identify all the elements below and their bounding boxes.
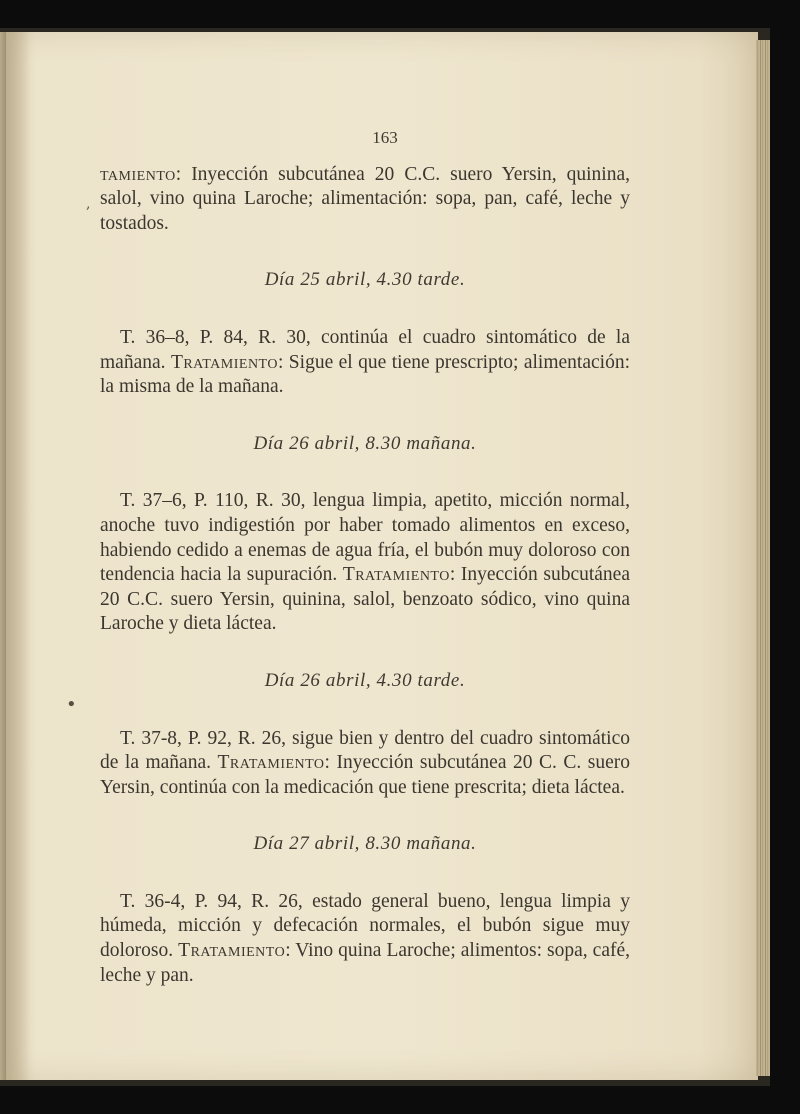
treatment-text: : Inyección subcutánea 20 C. C. suero Yersin, continúa con la medicación que tiene prescrita; dieta láctea. [100,752,630,798]
entry-paragraph [100,727,630,801]
entry-heading: Día 25 abril, 4.30 tarde. [264,269,466,291]
entry-paragraph [100,890,630,988]
vitals-text: T. 37-8, P. 92, R. 26, sigue bien y dentro del cuadro sintomático de la mañana. [100,727,630,774]
treatment-label: Tratamiento [170,351,278,373]
treatment-label: Tratamiento [217,752,325,774]
treatment-label: Tratamiento [342,564,450,586]
page-edge [756,40,770,1076]
entry-heading: Día 27 abril, 8.30 mañana. [253,833,477,855]
treatment-text: : Sigue el que tiene prescripto; alimentación: la misma de la mañana. [100,351,630,398]
entry-heading: Día 26 abril, 4.30 tarde. [264,669,466,691]
entry-heading: Día 26 abril, 8.30 mañana. [253,432,477,454]
vitals-text: T. 36-4, P. 94, R. 26, estado general bueno, lengua limpia y húmeda, micción y defecación normales, el bubón sigue muy doloroso. [100,890,630,962]
treatment-text: : Inyección subcutánea 20 C.C. suero Yersin, quinina, salol, benzoato sódico, vino quina Laroche y dieta láctea. [100,564,630,635]
stray-dot: • [66,694,77,715]
treatment-text: : Vino quina Laroche; alimentos: sopa, café, leche y pan. [100,940,631,986]
paragraph-text: : Inyección subcutánea 20 C.C. suero Yersin, quinina, salol, vino quina Laroche; alimentación: sopa, pan, café, leche y tostados. [100,163,630,234]
page-number: 163 [372,128,398,147]
vitals-text: T. 37–6, P. 110, R. 30, lengua limpia, apetito, micción normal, anoche tuvo indigestión por haber tomado alimentos en exceso, habiendo cedido a enemas de agua fría, el bubón muy doloroso con tendencia hacia la supuración. [100,490,630,586]
page-gutter [0,32,30,1080]
treatment-label: tamiento [100,163,176,185]
page-content [100,126,630,988]
entry-paragraph [100,489,630,637]
paragraph-continuation [100,163,630,237]
stray-mark: , [86,196,91,212]
vitals-text: T. 36–8, P. 84, R. 30, continúa el cuadro sintomático de la mañana. [100,326,630,373]
treatment-label: Tratamiento [178,940,286,962]
entry-paragraph [100,326,630,400]
